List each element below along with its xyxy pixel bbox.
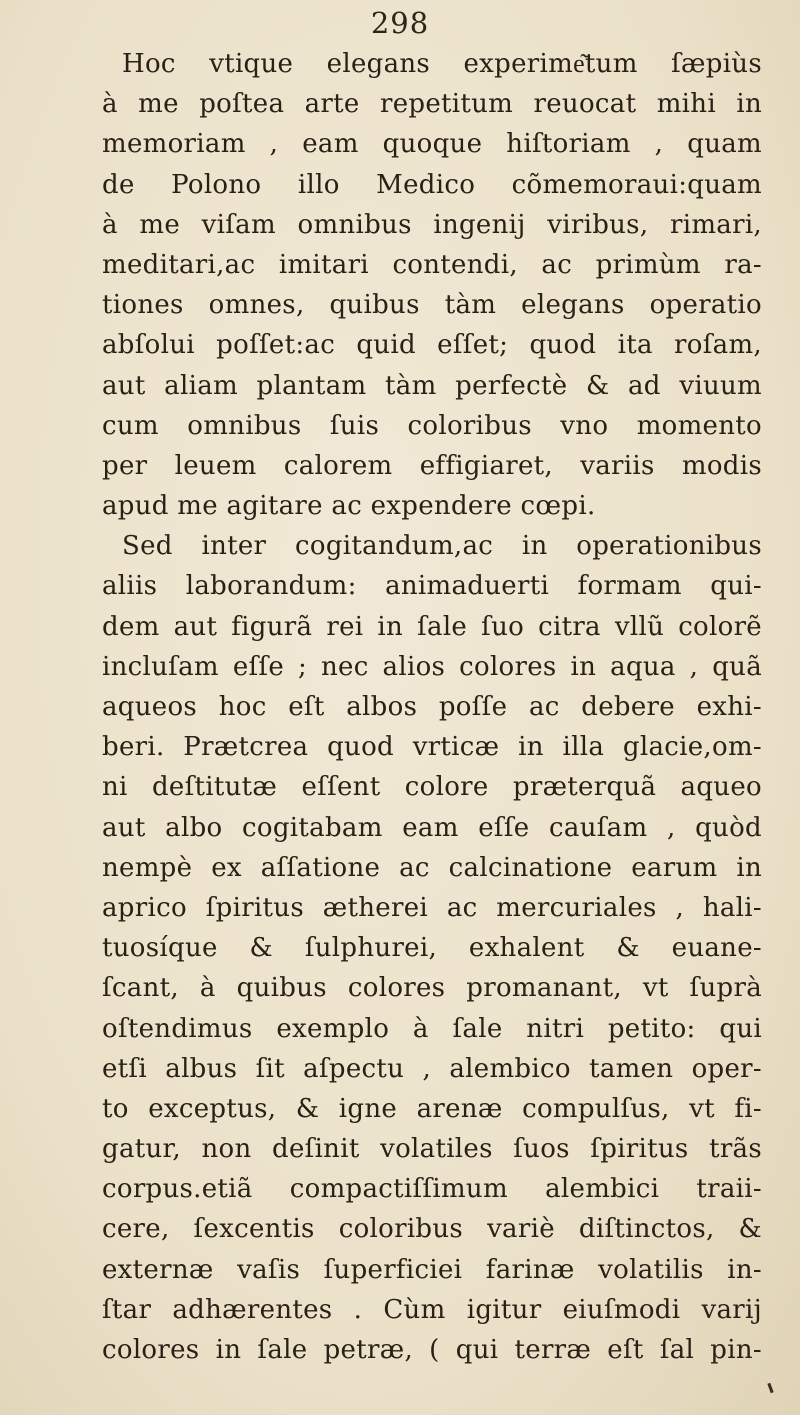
text-line: cum omnibus ſuis coloribus vno momento	[102, 410, 762, 441]
text-line: tuosíque & ſulphurei, exhalent & euane-	[102, 933, 762, 964]
page-text	[102, 44, 762, 1370]
text-line: apud me agitare ac expendere cœpi.	[102, 491, 596, 522]
text-line: dem aut figurã rei in ſale ſuo citra vllũ colorẽ	[102, 611, 762, 642]
text-line: gatur, non deſinit volatiles ſuos ſpiritus trãs	[102, 1134, 762, 1165]
text-line: colores in ſale petræ, ( qui terræ eſt ſal pin-	[102, 1335, 762, 1365]
text-line: à me poſtea arte repetitum reuocat mihi in	[102, 89, 762, 120]
text-line: de Polono illo Medico cõmemoraui:quam	[102, 169, 762, 200]
text-line: etſi albus ſit aſpectu , alembico tamen oper-	[102, 1053, 762, 1084]
text-line: aqueos hoc eſt albos poſſe ac debere exhi-	[102, 692, 762, 722]
text-line: aprico ſpiritus ætherei ac mercuriales , hali-	[102, 892, 762, 923]
text-line: beri. Prætcrea quod vrticæ in illa glacie,om-	[102, 732, 762, 763]
text-line: memoriam , eam quoque hiſtoriam , quam	[102, 129, 762, 160]
text-line: ſcant, à quibus colores promanant, vt ſuprà	[102, 973, 762, 1004]
text-line: tiones omnes, quibus tàm elegans operatio	[102, 290, 762, 321]
ink-mark	[767, 1383, 773, 1393]
text-line: oſtendimus exemplo à ſale nitri petito: qui	[102, 1013, 762, 1044]
text-line: cere, ſexcentis coloribus variè diſtinctos, &	[102, 1214, 762, 1245]
text-line: Sed inter cogitandum,ac in operationibus	[122, 531, 762, 562]
text-line: aut aliam plantam tàm perfectè & ad viuum	[102, 370, 762, 401]
text-line: Hoc vtique elegans experime͂tum ſæpiùs	[122, 49, 762, 79]
text-line: to exceptus, & igne arenæ compulſus, vt fi-	[102, 1093, 762, 1124]
text-line: ſtar adhærentes . Cùm igitur eiuſmodi varij	[102, 1294, 762, 1325]
text-line: aliis laborandum: animaduerti formam qui-	[102, 571, 762, 602]
text-line: corpus.etiã compactiſſimum alembici traii-	[102, 1174, 762, 1205]
text-line: meditari,ac imitari contendi, ac primùm ra-	[102, 249, 762, 280]
text-line: à me viſam omnibus ingenij viribus, rimari,	[102, 209, 762, 240]
text-line: aut albo cogitabam eam eſſe cauſam , quòd	[102, 812, 762, 843]
page-number: 298	[370, 6, 430, 40]
text-line: externæ vaſis ſuperficiei farinæ volatilis in-	[102, 1254, 762, 1285]
text-line: ni deſtitutæ eſſent colore præterquã aqueo	[102, 772, 762, 803]
text-line: per leuem calorem effigiaret, variis modis	[102, 450, 762, 481]
text-line: abſolui poſſet:ac quid eſſet; quod ita roſam,	[102, 330, 762, 361]
text-line: nempè ex aſſatione ac calcinatione earum in	[102, 852, 762, 883]
text-line: incluſam eſſe ; nec alios colores in aqua , quã	[102, 651, 762, 682]
